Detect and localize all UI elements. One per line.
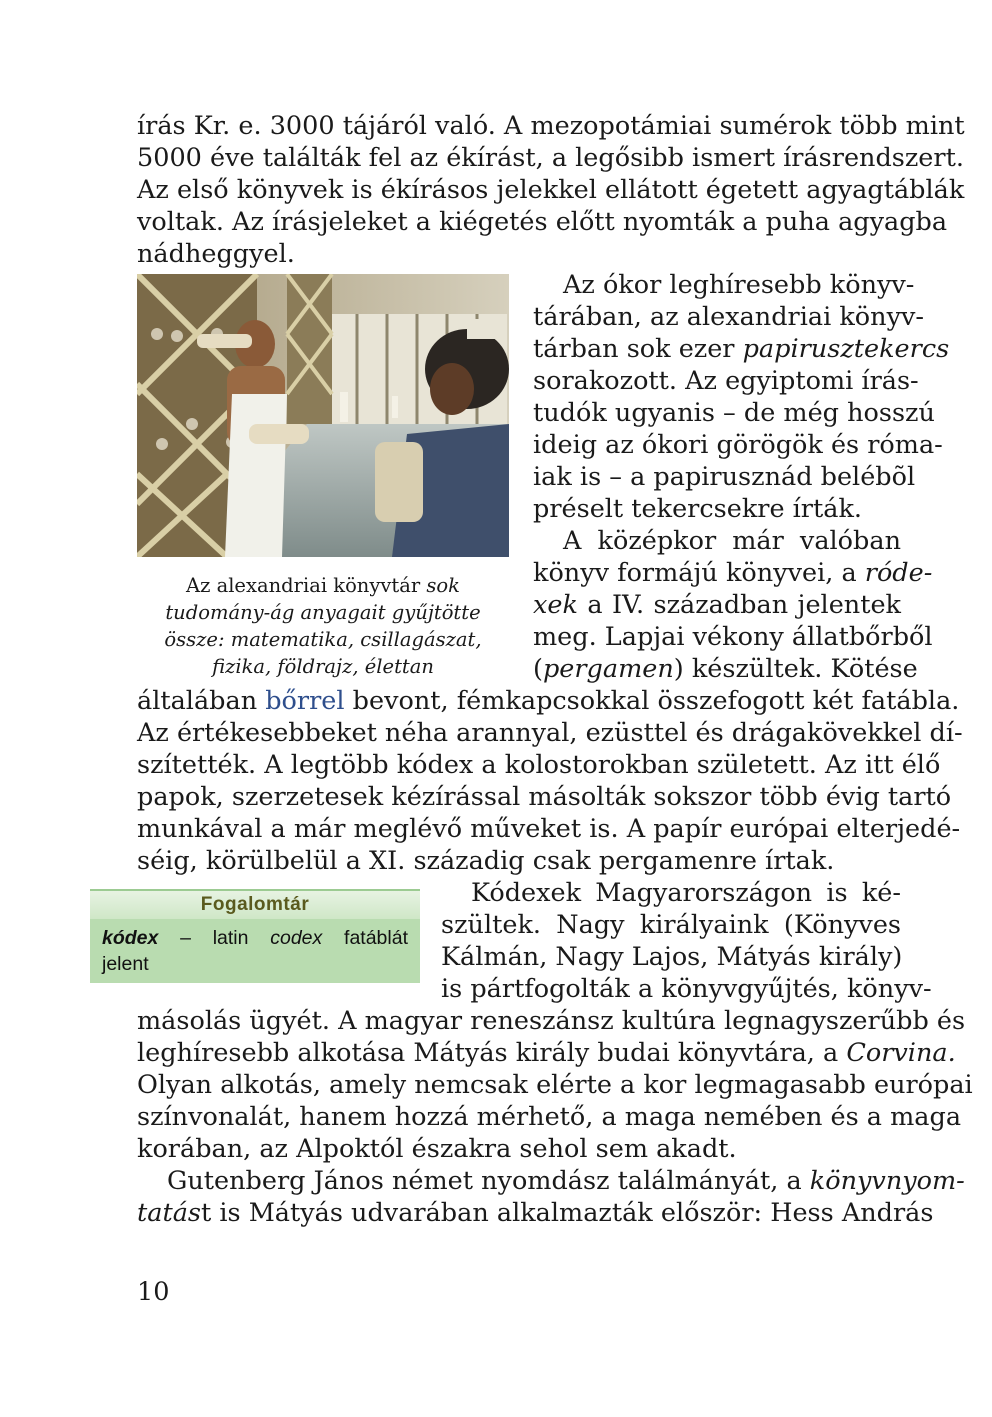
text-line: is pártfogolták a könyvgyűjtés, könyv-: [441, 974, 932, 1004]
term-konyvnyomtatas-end: tatás: [137, 1198, 201, 1228]
text-line: sorakozott. Az egyiptomi írás-: [533, 366, 919, 396]
text-line: színvonalát, hanem hozzá mérhető, a maga nemében és a maga: [137, 1102, 962, 1132]
text-line: írás Kr. e. 3000 tájáról való. A mezopotámiai sumérok több mint: [137, 111, 965, 141]
text-line: iak is – a papirusznád belébõl: [533, 462, 916, 492]
text-line: ideig az ókori görögök és róma-: [533, 430, 943, 460]
term-borrel-link[interactable]: bőrrel: [265, 686, 345, 716]
text-span: bevont, fémkapcsokkal összefogott két fatábla.: [344, 686, 960, 716]
text-line: korában, az Alpoktól északra sehol sem akadt.: [137, 1134, 737, 1164]
text-span: általában: [137, 686, 266, 716]
glossary-term: kódex: [102, 927, 159, 949]
text-span: a IV. században jelentek: [577, 590, 901, 620]
term-corvina: Corvina.: [846, 1038, 956, 1068]
text-line: [533, 589, 901, 621]
glossary-title: Fogalomtár: [90, 891, 420, 919]
text-line: [137, 1165, 965, 1197]
text-line: tudók ugyanis – de még hosszú: [533, 398, 935, 428]
text-line: 5000 éve találták fel az ékírást, a legősibb ismert írásrendszert.: [137, 143, 964, 173]
text-line: voltak. Az írásjeleket a kiégetés előtt nyomták a puha agyagba: [137, 207, 948, 237]
text-span: tárban sok ezer: [533, 334, 743, 364]
text-line: Kálmán, Nagy Lajos, Mátyás király): [441, 942, 903, 972]
figure-caption-line: [137, 626, 509, 653]
text-line: szültek. Nagy királyaink (Könyves: [441, 910, 901, 940]
text-line: papok, szerzetesek kézírással másolták sokszor több évig tartó: [137, 782, 952, 812]
text-span: – latin: [158, 927, 271, 949]
text-span: fizika, földrajz, élettan: [212, 655, 434, 678]
text-line: [533, 653, 918, 685]
text-span: tudomány-ág anyagait gyűjtötte: [165, 601, 481, 624]
text-line: [137, 1037, 956, 1069]
text-span: (: [533, 654, 543, 684]
term-konyvnyomtatas: könyvnyom-: [809, 1166, 965, 1196]
term-pergamen: pergamen: [542, 654, 674, 684]
text-line: Az értékesebbeket néha arannyal, ezüsttel és drágakövekkel dí-: [137, 718, 963, 748]
text-line: tárában, az alexandriai könyv-: [533, 302, 924, 332]
text-span: sok: [426, 574, 460, 597]
library-illustration: [137, 274, 509, 557]
text-line: [137, 1197, 934, 1229]
term-papirusztekercs: papirusztekercs: [742, 334, 950, 364]
text-span: könyv formájú könyvei, a: [533, 558, 865, 588]
text-line: másolás ügyét. A magyar reneszánsz kultúra legnagyszerűbb és: [137, 1006, 966, 1036]
text-span: Gutenberg János német nyomdász találmányát, a: [167, 1166, 810, 1196]
text-line: munkával a már meglévő műveket is. A papír európai elterjedé-: [137, 814, 961, 844]
text-span: t is Mátyás udvarában alkalmazták először: Hess András: [201, 1198, 934, 1228]
figure-caption-line: [137, 599, 509, 626]
page-number: 10: [137, 1277, 170, 1307]
text-line: [137, 685, 960, 717]
glossary-latin: codex: [270, 927, 323, 949]
text-line: Kódexek Magyarországon is ké-: [471, 878, 901, 908]
text-line: A középkor már valóban: [563, 526, 901, 556]
text-span: ) készültek. Kötése: [673, 654, 918, 684]
text-line: nádheggyel.: [137, 239, 295, 269]
text-line: Az első könyvek is ékírásos jelekkel ellátott égetett agyagtáblák: [137, 175, 965, 205]
text-span: fatáblát: [322, 927, 408, 949]
text-line: meg. Lapjai vékony állatbőrből: [533, 622, 933, 652]
text-span: össze: matematika, csillagászat,: [164, 628, 482, 651]
text-line: préselt tekercsekre írták.: [533, 494, 863, 524]
glossary-box: [90, 889, 420, 983]
term-kodexek-end: xek: [533, 590, 578, 620]
text-span: Az alexandriai könyvtár: [186, 574, 427, 597]
text-line: Az ókor leghíresebb könyv-: [563, 270, 915, 300]
text-line: [533, 333, 950, 365]
glossary-line: jelent: [102, 953, 149, 975]
term-kodexek: róde-: [864, 558, 933, 588]
text-line: szítették. A legtöbb kódex a kolostorokban született. Az itt élő: [137, 750, 941, 780]
text-line: séig, körülbelül a XI. századig csak pergamenre írtak.: [137, 846, 835, 876]
glossary-body: [90, 919, 420, 977]
glossary-line: [102, 925, 408, 951]
text-line: [533, 557, 933, 589]
figure-caption-line: [137, 572, 509, 599]
figure-caption-line: [137, 653, 509, 680]
text-span: leghíresebb alkotása Mátyás király budai könyvtára, a: [137, 1038, 847, 1068]
text-line: Olyan alkotás, amely nemcsak elérte a kor legmagasabb európai: [137, 1070, 973, 1100]
